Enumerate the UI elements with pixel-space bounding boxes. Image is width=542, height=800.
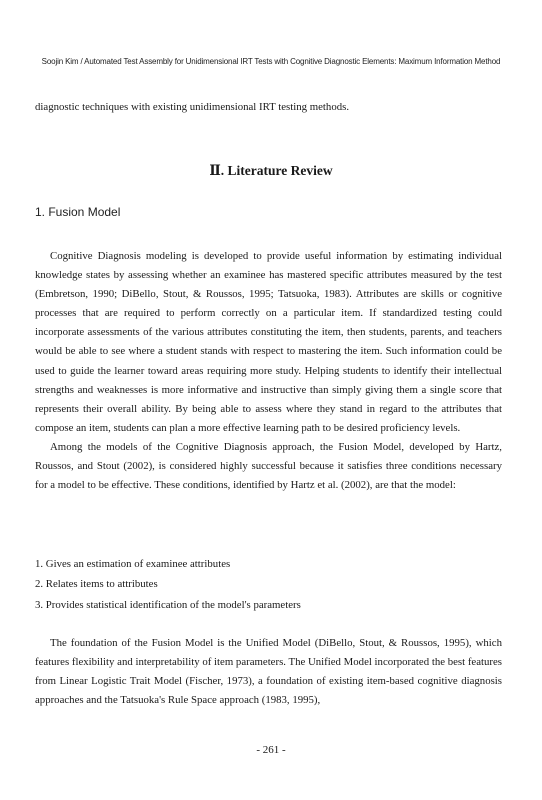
body-paragraph-unified-model-block [35,634,502,710]
conditions-list [35,554,301,615]
subsection-heading: 1. Fusion Model [35,205,121,219]
section-heading: Ⅱ. Literature Review [209,163,333,178]
paragraph-unified-model: The foundation of the Fusion Model is the Unified Model (DiBello, Stout, & Roussos, 1995), which features flexibility and interpretability of item parameters. The Unified Model incorporated the best features from Linear Logistic Trait Model (Fischer, 1973), a foundation of existing item-based cognitive diagnosis approaches and the Tatsuoka's Rule Space approach (1983, 1995), [35,637,502,707]
list-item: 3. Provides statistical identification of the model's parameters [35,598,301,611]
paragraph-fusion-model-intro: Among the models of the Cognitive Diagnosis approach, the Fusion Model, developed by Hartz, Roussos, and Stout (2002), is considered highly successful because it satisfies three conditions necessary for a model to be effective. These conditions, identified by Hartz et al. (2002), are that the model: [35,440,502,492]
body-paragraphs-block [35,247,502,495]
paragraph-cognitive-diagnosis: Cognitive Diagnosis modeling is developed to provide useful information by estimating individual knowledge states by assessing whether an examinee has mastered specific attributes measured by the test (Embretson, 1990; DiBello, Stout, & Roussos, 1995; Tatsuoka, 1983). Attributes are skills or cognitive processes that are required to perform correctly on a particular item. If standardized testing could incorporate assessments of the various attributes constituting the item, then students, parents, and teachers would be able to see where a student stands with respect to mastering the item. Such information could be used to guide the learner toward areas requiring more study. Helping students to identify their intellectual strengths and weaknesses is more informative and instructive than simply giving them a single score that represents their overall ability. By being able to assess where they stand in regard to the attributes that compose an item, students can plan a more effective learning path to be desired proficiency levels. [35,250,502,434]
list-item: 2. Relates items to attributes [35,578,158,591]
running-header: Soojin Kim / Automated Test Assembly for Unidimensional IRT Tests with Cognitive Diagnostic Elements: Maximum Information Method [41,57,501,66]
list-item: 1. Gives an estimation of examinee attributes [35,558,231,570]
page-number: - 261 - [256,744,286,756]
carryover-text: diagnostic techniques with existing unidimensional IRT testing methods. [35,101,350,113]
